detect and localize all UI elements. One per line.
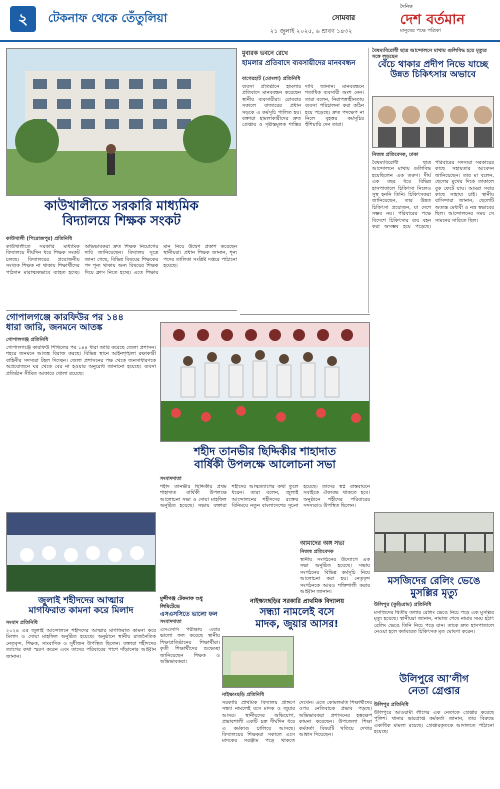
school-headline (6, 200, 237, 230)
ulipur-article (374, 702, 494, 782)
school-headline-line-1: কাউখালীতে সরকারি মাধ্যমিক (44, 199, 199, 214)
ulipur-headline (374, 674, 494, 697)
julai-byline: সংবাদ প্রতিনিধি (6, 620, 38, 626)
pradip-article (372, 152, 494, 507)
gopalganj-article (6, 337, 156, 507)
shahid-body: শহীদ তানভীর ছিদ্দিকীর প্রথম শাহাদাত বার্ষিকী উপলক্ষে আলোচনা সভা ও দোয়া মাহফিল অনুষ্ঠিত হয়েছে। সভায় বক্তারা শহীদের আত্মত্যাগের কথা তুলে ধরেন। তারা বলেন, জুলাই আন্দোলনের শহীদদের রক্তের বিনিময়ে নতুন বাংলাদেশের সূচনা হয়েছে। তাদের স্বপ্ন বাস্তবায়নে সবাইকে ঐক্যবদ্ধ থাকতে হবে। অনুষ্ঠানে শহীদের পরিবারের সদস্যরাও উপস্থিত ছিলেন। (160, 484, 370, 510)
mobarak-byline: বাগেরহাট (মোংলা) প্রতিনিধি (242, 76, 301, 82)
divider (240, 314, 370, 315)
mosque-railing-image (375, 513, 494, 572)
julai-headline (6, 596, 156, 617)
milad-gathering-image (7, 513, 156, 592)
portraits-image (373, 97, 494, 148)
school-building-image (7, 49, 237, 196)
school-body: কাউখালীতে সরকারি মাধ্যমিক বিদ্যালয়ে দীর্ঘদিন ধরে শিক্ষক সংকট চলছে। বিদ্যালয়ের প্রয়োজনীয় সংখ্যক শিক্ষক না থাকায় শিক্ষার্থীদের পাঠদান মারাত্মকভাবে ব্যাহত হচ্ছে। অভিভাবকরা দ্রুত শিক্ষক নিয়োগের দাবি জানিয়েছেন। বিদ্যালয় সূত্রে জানা গেছে, বিভিন্ন বিষয়ের শিক্ষকের পদ শূন্য থাকায় অন্য বিষয়ের শিক্ষক দিয়ে ক্লাস নিতে হচ্ছে। এতে শিক্ষার মান নিয়ে উদ্বেগ প্রকাশ করেছেন স্থানীয়রা। প্রধান শিক্ষক জানান, শূন্য পদের তালিকা সংশ্লিষ্ট দপ্তরে পাঠানো হয়েছে। (6, 244, 237, 276)
brand-tagline: মানুষের পক্ষে পত্রিকা (400, 28, 441, 34)
ulipur-headline-line-1: উলিপুরে আ'লীগ (399, 674, 469, 685)
divider (368, 48, 369, 313)
gopalganj-byline: গোপালগঞ্জ প্রতিনিধি (6, 337, 49, 343)
masthead (0, 0, 500, 42)
pradip-headline-line-1: বেঁচে থাকার প্রদীপ নিভে যাচ্ছে (377, 60, 489, 70)
school-headline-line-2: বিদ্যালয়ে শিক্ষক সংকট (62, 213, 181, 229)
school-article (6, 236, 237, 308)
brand-logo (400, 4, 492, 38)
naikhongchhari-kicker: নাইক্ষ্যংছড়ির সরকারি প্রাথমিক বিদ্যালয় (249, 598, 345, 605)
pradip-body: বৈষম্যবিরোধী ছাত্র আন্দোলনে মাথায় গুলিবিদ্ধ হয়েছিলেন এক তরুণ। দীর্ঘ এক বছর ধরে বিভিন্ন হাসপাতালে চিকিৎসা নিলেও সুস্থ হননি তিনি। চিকিৎসকরা জানিয়েছেন, তার উন্নত চিকিৎসা প্রয়োজন, যা দেশে সম্ভব নয়। পরিবারের পক্ষে বিদেশে চিকিৎসার ব্যয় বহন করা অসম্ভব হয়ে পড়েছে। পরিবারের সদস্যরা সরকারের কাছে সহায়তার আবেদন জানিয়েছেন। তার মা বলেন, ছেলের মুখের দিকে তাকালে বুক ফেটে যায়। আমরা সবার কাছে সাহায্য চাই। স্থানীয় বাসিন্দারা জানান, ছেলেটি অত্যন্ত মেধাবী ও নম্র স্বভাবের ছিল। আন্দোলনের সময় সে সামনের সারিতে ছিল। (372, 160, 494, 231)
naikhongchhari-body: সরকারি প্রাথমিক বিদ্যালয় প্রাঙ্গণে সন্ধ্যা নামলেই বসে মাদক ও জুয়ার আসর। স্থানীয়দের অভিযোগ, প্রভাবশালী একটি চক্র দীর্ঘদিন ধরে এ কর্মকাণ্ড চালিয়ে আসছে। বিদ্যালয়ের শিক্ষকরা সকালে এসে মাদকের সরঞ্জাম পড়ে থাকতে দেখেন। এতে কোমলমতি শিক্ষার্থীদের ওপর নেতিবাচক প্রভাব পড়ছে। অভিভাবকরা প্রশাসনের হস্তক্ষেপ কামনা করেছেন। উপজেলা শিক্ষা কর্মকর্তা বিষয়টি খতিয়ে দেখার আশ্বাস দিয়েছেন। (222, 700, 372, 745)
ulipur-headline-line-2: নেতা গ্রেপ্তার (407, 685, 461, 697)
mobarak-headline-text: হামলার প্রতিবাদে ব্যবসায়ীদের মানববন্ধন (242, 59, 356, 67)
ulipur-byline: উলিপুর প্রতিনিধি (374, 702, 409, 708)
page-number: ২ (10, 6, 36, 32)
mobarak-headline (242, 48, 364, 67)
pradip-portraits (372, 96, 494, 148)
pradip-kicker: বৈষম্যবিরোধী ছাত্র আন্দোলনে মাথায় গুলিবিদ্ধ হয়ে মৃত্যুর সঙ্গে লড়ছেন (372, 48, 487, 60)
pradip-headline (372, 48, 494, 81)
aamader-body: স্থানীয় সংগঠনের উদ্যোগে এক সভা অনুষ্ঠিত হয়েছে। সভায় সংগঠনের বিভিন্ন কর্মসূচি নিয়ে আলোচনা করা হয়। নেতৃবৃন্দ সংগঠনকে আরও শক্তিশালী করার আহ্বান জানান। (300, 557, 370, 596)
julai-body: ২০২৪ এর জুলাই আন্দোলনে শহীদদের আত্মার মাগফিরাত কামনা করে মিলাদ ও দোয়া মাহফিল অনুষ্ঠিত হয়েছে। অনুষ্ঠানে স্থানীয় রাজনৈতিক নেতৃবৃন্দ, শিক্ষক, সাংবাদিক ও সুধীজন উপস্থিত ছিলেন। বক্তারা শহীদদের ত্যাগের কথা স্মরণ করেন এবং তাদের পরিবারের পাশে দাঁড়ানোর আহ্বান জানান। (6, 628, 156, 660)
naikhongchhari-headline-line-2: মাদক, জুয়ার আসর! (255, 618, 339, 630)
gopalganj-headline-line-2: ধারা জারি, জনমনে আতঙ্ক (6, 323, 103, 334)
teknaf-kicker: মুন্সীগঞ্জ টেকনাফ শুধু লিমিটেডে (160, 596, 203, 610)
gopalganj-body: গোপালগঞ্জে কারফিউ শিথিলের পর ১৪৪ ধারা জারি করেছে জেলা প্রশাসন। শহরে জনমনে আতঙ্ক বিরাজ করছে। বিভিন্ন স্থানে আইনশৃঙ্খলা রক্ষাকারী বাহিনীর সদস্যরা টহল দিচ্ছেন। জেলা প্রশাসনের পক্ষ থেকে জনসাধারণকে অপ্রয়োজনে ঘর থেকে বের না হওয়ার অনুরোধ জানানো হয়েছে। ব্যবসা প্রতিষ্ঠান সীমিত আকারে খোলা রয়েছে। (6, 345, 156, 377)
school-field-image (223, 637, 294, 688)
shahid-byline: সংবাদদাতা (160, 476, 182, 482)
masjid-headline-line-2: মুসল্লির মৃত্যু (410, 587, 458, 599)
brand-sub: দৈনিক (400, 4, 413, 10)
mobarak-body: ব্যবসা প্রতিষ্ঠানে হামলার প্রতিবাদে মানববন্ধন করেছেন স্থানীয় ব্যবসায়ীরা। রোববার সকালে বাজারের প্রধান সড়কে এ কর্মসূচি পালিত হয়। বক্তারা হামলাকারীদের দ্রুত গ্রেপ্তার ও দৃষ্টান্তমূলক শাস্তির দাবি জানান। মানববন্ধনে শতাধিক ব্যবসায়ী অংশ নেন। তারা বলেন, নিরাপত্তাহীনতায় ব্যবসা পরিচালনা করা কঠিন হয়ে পড়েছে। দ্রুত পদক্ষেপ না নিলে বৃহত্তর কর্মসূচির হুঁশিয়ারি দেন তারা। (242, 84, 364, 129)
naikhongchhari-article (222, 692, 372, 782)
masjid-article (374, 602, 494, 670)
teknaf-headline: এসএসসিতে ভালো ফল (160, 611, 218, 618)
masjid-body: মসজিদের দ্বিতীয় তলার রেলিং ভেঙে নিচে পড়ে এক মুসল্লির মৃত্যু হয়েছে। স্থানীয়রা জানান, নামাজ শেষে নামার সময় হঠাৎ রেলিং ভেঙে তিনি নিচে পড়ে যান। তাকে দ্রুত হাসপাতালে নেওয়া হলে কর্তব্যরত চিকিৎসক মৃত ঘোষণা করেন। (374, 610, 494, 636)
naikhongchhari-headline-line-1: সন্ধ্যা নামলেই বসে (259, 607, 335, 618)
naikhongchhari-byline: নাইক্ষ্যংছড়ি প্রতিনিধি (222, 692, 265, 698)
mobarak-article (242, 76, 364, 312)
gopalganj-headline (6, 313, 156, 334)
aamader-byline: নিজস্ব প্রতিবেদক (300, 549, 334, 555)
brand-name: দেশ বর্তমান (400, 12, 465, 28)
shahid-headline (160, 446, 370, 471)
shahid-event-photo (160, 322, 370, 442)
masjid-photo (374, 512, 494, 572)
teknaf-body: এসএসসি পরীক্ষায় এবার ভালো ফল করেছে স্থানীয় শিক্ষাপ্রতিষ্ঠানের শিক্ষার্থীরা। কৃতী শিক্ষার্থীদের শুভেচ্ছা জানিয়েছেন শিক্ষক ও অভিভাবকরা। (160, 626, 220, 665)
teknaf-article (160, 596, 220, 782)
dateline: ২১ জুলাই ২০২৫, ৬ শ্রাবণ ১৪৩২ (270, 28, 353, 35)
aamader-kicker: আমাদের অঙ্গ সভা (300, 540, 345, 547)
teknaf-byline: সংবাদদাতা (160, 618, 182, 625)
shahid-article (160, 476, 370, 534)
shahid-headline-line-2: বার্ষিকী উপলক্ষে আলোচনা সভা (194, 457, 336, 471)
school-photo (6, 48, 237, 196)
gopalganj-headline-line-1: গোপালগঞ্জে কারফিউর পর ১৪৪ (6, 313, 124, 323)
pradip-byline: নিজস্ব প্রতিবেদক, ঢাকা (372, 152, 419, 158)
masjid-byline: উলিপুর (কুড়িগ্রাম) প্রতিনিধি (374, 602, 432, 608)
shahid-headline-line-1: শহীদ তানভীর ছিদ্দিকীর শাহাদাত (194, 445, 336, 458)
event-gathering-image (161, 323, 370, 442)
julai-photo (6, 512, 156, 592)
masjid-headline-line-1: মসজিদের রেলিং ভেঙে (387, 576, 481, 587)
pradip-headline-line-2: উন্নত চিকিৎসার অভাবে (390, 70, 476, 81)
mobarak-kicker: মুবারক ভবনে রেখে (242, 50, 288, 57)
school-byline: কাউখালী (পিরোজপুর) প্রতিনিধি (6, 236, 72, 242)
ulipur-body: উলিপুরে আওয়ামী লীগের এক নেতাকে গ্রেপ্তার করেছে পুলিশ। থানার ভারপ্রাপ্ত কর্মকর্তা জানান, তার বিরুদ্ধে একাধিক মামলা রয়েছে। গ্রেপ্তারকৃতকে আদালতে পাঠানো হয়েছে। (374, 710, 494, 736)
section-title: টেকনাফ থেকে তেঁতুলিয়া (48, 11, 168, 25)
naikhongchhari-headline (222, 596, 372, 630)
divider (6, 310, 237, 311)
julai-headline-line-2: মাগফিরাত কামনা করে মিলাদ (28, 606, 134, 617)
masjid-headline (374, 576, 494, 599)
julai-headline-line-1: জুলাই শহীদদের আত্মার (38, 596, 124, 606)
naikhongchhari-photo (222, 636, 294, 688)
julai-article (6, 620, 156, 782)
day-name: সোমবার (332, 14, 356, 22)
